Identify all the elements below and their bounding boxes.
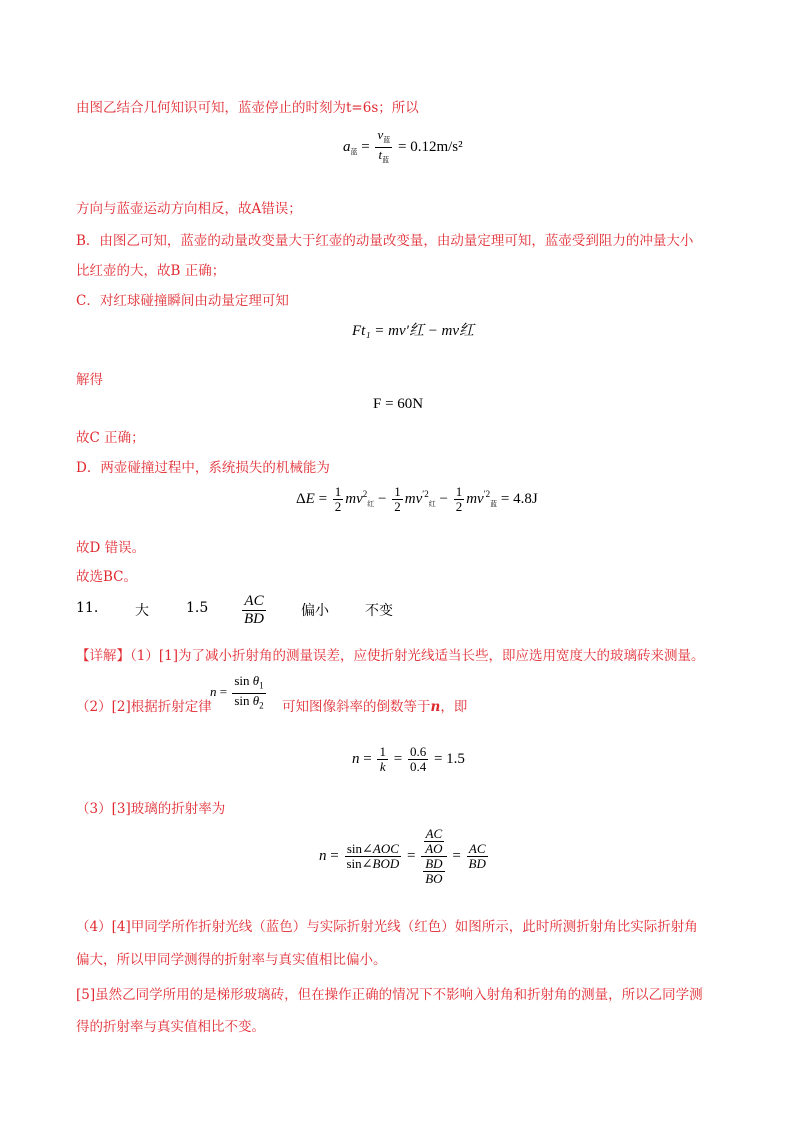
paragraph-detail-2b: 可知图像斜率的倒数等于n，即	[282, 699, 468, 715]
paragraph-d-intro: D．两壶碰撞过程中，系统损失的机械能为	[76, 460, 330, 476]
paragraph-detail-2: （2）[2]根据折射定律	[76, 699, 212, 715]
equation-energy-loss: ΔE = $\frac{1}{2}$ $mv^2_红$ − $\frac{1}{2}$ $mv^{'2}_红$ − $\frac{1}{2}$ $mv^{'2}_蓝 = 4.8J$	[296, 484, 538, 514]
paragraph-detail-5b: 得的折射率与真实值相比不变。	[76, 1019, 265, 1035]
answer-3-fraction: $\frac{AC}{BD}$	[244, 593, 264, 627]
answer-4: 偏小	[301, 603, 329, 619]
paragraph-c-correct: 故C 正确；	[76, 430, 145, 446]
equation-snell-law: n = $\frac{\sin \theta_1}{\sin \theta_2}$	[210, 673, 264, 711]
equation-refractive-index: n = $\frac{\text{sin∠AOC}}{\text{sin∠BOD}}$ = $\frac{\frac{AC}{AO}}{\frac{BD}{BO}}$ = $\frac{AC}{BD}$	[319, 826, 486, 886]
paragraph-choose-bc: 故选BC。	[76, 569, 138, 585]
paragraph-b-line1: B．由图乙可知，蓝壶的动量改变量大于红壶的动量改变量，由动量定理可知，蓝壶受到阻力的冲量大小	[76, 233, 694, 249]
eq1-result: = 0.12m/s²	[398, 138, 463, 155]
paragraph-detail-5a: [5]虽然乙同学所用的是梯形玻璃砖，但在操作正确的情况下不影响入射角和折射角的测量，所以乙同学测	[76, 987, 703, 1003]
paragraph-solve: 解得	[76, 372, 103, 388]
equation-force: F = 60N	[373, 396, 424, 412]
paragraph-detail-1: 【详解】（1）[1]为了减小折射角的测量误差，应使折射光线适当长些，即应选用宽度大的玻璃砖来测量。	[76, 648, 705, 664]
paragraph-a-wrong: 方向与蓝壶运动方向相反，故A错误；	[76, 201, 302, 217]
equation-momentum-theorem: Ft₁ = mv′红 − mv红	[352, 323, 475, 339]
paragraph-b-line2: 比红壶的大，故B 正确；	[76, 263, 226, 279]
paragraph-stop-time: 由图乙结合几何知识可知，蓝壶停止的时刻为t=6s；所以	[76, 100, 419, 116]
answer-5: 不变	[365, 603, 393, 619]
paragraph-detail-4b: 偏大，所以甲同学测得的折射率与真实值相比偏小。	[76, 952, 387, 968]
answer-1: 大	[135, 603, 149, 619]
paragraph-d-wrong: 故D 错误。	[76, 540, 146, 556]
equation-index-value: n = $\frac{1}{k}$ = $\frac{0.6}{0.4}$ = 1.5	[352, 744, 465, 774]
answer-2: 1.5	[186, 600, 209, 616]
paragraph-detail-3: （3）[3]玻璃的折射率为	[76, 801, 226, 817]
equation-blue-acceleration: $a_蓝$ = $\frac{v_蓝}{t_蓝}$ = 0.12m/s²	[343, 128, 463, 167]
paragraph-detail-4a: （4）[4]甲同学所作折射光线（蓝色）与实际折射光线（红色）如图所示，此时所测折射角比实际折射角	[76, 919, 698, 935]
eq4-result: = 4.8J	[500, 490, 538, 507]
answer-number: 11.	[76, 600, 99, 616]
fraction-v-over-t: $\frac{v_蓝}{t_蓝}$	[377, 127, 391, 164]
paragraph-c-intro: C．对红球碰撞瞬间由动量定理可知	[76, 293, 289, 309]
